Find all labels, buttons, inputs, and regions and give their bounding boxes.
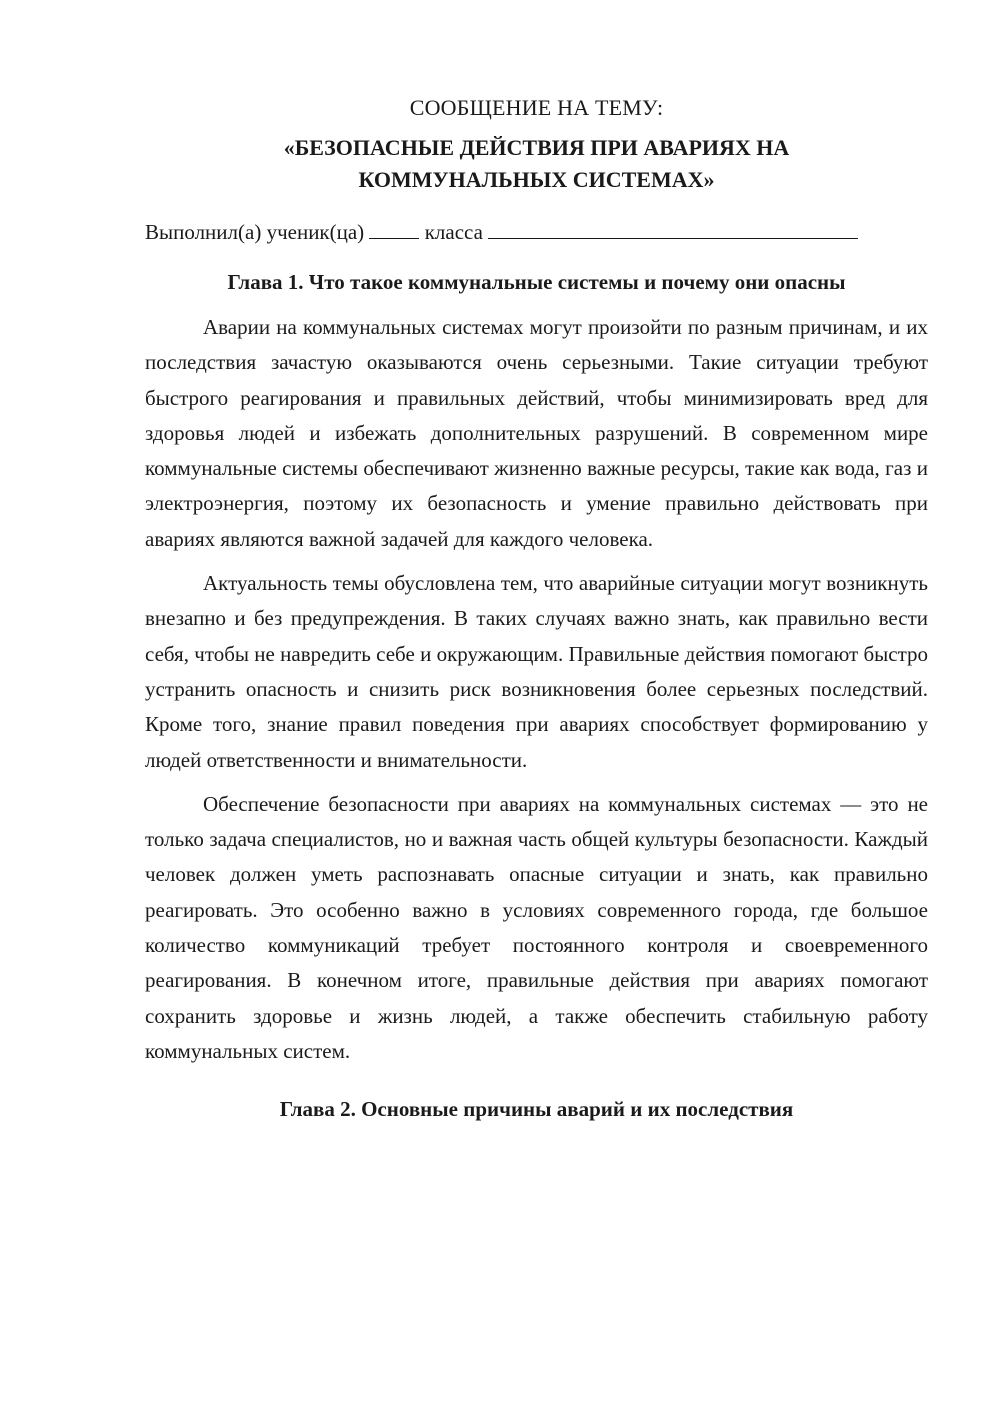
header-line: СООБЩЕНИЕ НА ТЕМУ: — [409, 95, 664, 120]
title-line-2: КОММУНАЛЬНЫХ СИСТЕМАХ» — [358, 167, 715, 192]
document-page — [145, 92, 928, 1137]
class-label: класса — [424, 220, 483, 244]
paragraph-2: Актуальность темы обусловлена тем, что аварийные ситуации могут возникнуть внезапно и без предупреждения. В таких случаях важно знать, как правильно вести себя, чтобы не навредить себе и окружающим. Правильные действия помогают быстро устранить опасность и снизить риск возникновения более серьезных последствий. Кроме того, знание правил поведения при авариях способствует формированию у людей ответственности и внимательности. — [145, 571, 928, 772]
paragraph-1: Аварии на коммунальных системах могут произойти по разным причинам, и их последствия зачастую оказываются очень серьезными. Такие ситуации требуют быстрого реагирования и правильных действий, чтобы минимизировать вред для здоровья людей и избежать дополнительных разрушений. В современном мире коммунальные системы обеспечивают жизненно важные ресурсы, такие как вода, газ и электроэнергия, поэтому их безопасность и умение правильно действовать при авариях являются важной задачей для каждого человека. — [145, 315, 928, 551]
paragraph-3: Обеспечение безопасности при авариях на коммунальных системах — это не только задача специалистов, но и важная часть общей культуры безопасности. Каждый человек должен уметь распознавать опасные ситуации и знать, как правильно реагировать. Это особенно важно в условиях современного города, где большое количество коммуникаций требует постоянного контроля и своевременного реагирования. В конечном итоге, правильные действия при авариях помогают сохранить здоровье и жизнь людей, а также обеспечить стабильную работу коммунальных систем. — [145, 791, 928, 1063]
class-name-blank — [488, 216, 858, 239]
chapter-2-title: Глава 2. Основные причины аварий и их последствия — [279, 1097, 794, 1122]
document-title — [145, 132, 928, 196]
class-number-blank — [369, 216, 419, 239]
title-line-1: «БЕЗОПАСНЫЕ ДЕЙСТВИЯ ПРИ АВАРИЯХ НА — [283, 135, 790, 160]
chapter-1-title: Глава 1. Что такое коммунальные системы и почему они опасны — [227, 270, 846, 294]
author-prefix: Выполнил(а) ученик(ца) — [145, 220, 365, 244]
author-line — [145, 216, 928, 248]
